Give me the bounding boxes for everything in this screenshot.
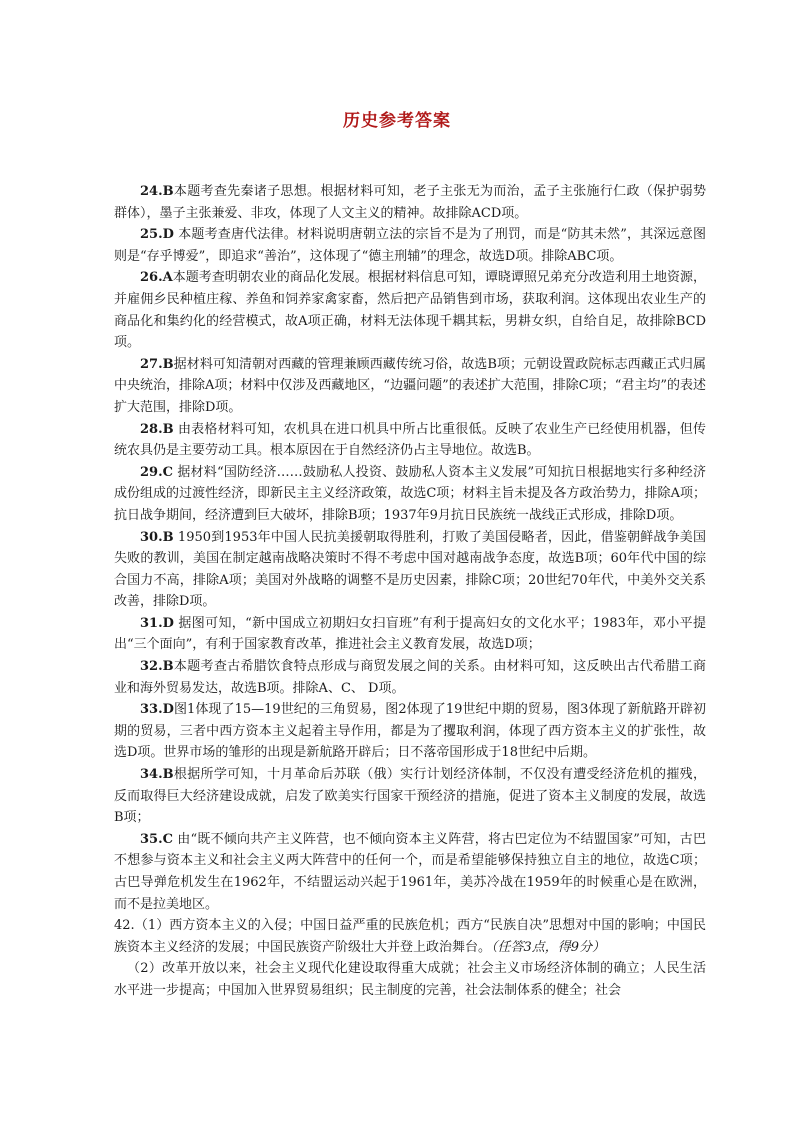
answer-item-42-part1 — [114, 915, 706, 958]
answer-item-35 — [114, 829, 706, 915]
answer-number: 28.B — [140, 421, 174, 437]
answer-item-31 — [114, 613, 706, 656]
answer-text: 由表格材料可知，农机具在进口机具中所占比重很低。反映了农业生产已经使用机器，但传统农具仍是主要劳动工具。根本原因在于自然经济仍占主导地位。故选B。 — [114, 421, 706, 459]
answer-number: 24.B — [140, 184, 174, 199]
answer-number: 33.D — [140, 702, 174, 718]
answer-item-29 — [114, 462, 706, 527]
answer-content — [114, 181, 706, 1002]
page-title: 历史参考答案 — [343, 111, 451, 131]
answer-item-27 — [114, 354, 706, 419]
answer-number: 26.A — [140, 270, 173, 286]
answer-number: 32.B — [140, 659, 174, 675]
answer-text: 图1体现了15—19世纪的三角贸易，图2体现了19世纪中期的贸易，图3体现了新航路开辟初期的贸易，三者中西方资本主义起着主导作用，都是为了攫取利润，体现了西方资本主义的扩张性，故选D项。世界市场的雏形的出现是新航路开辟后；日不落帝国形成于18世纪中后期。 — [114, 702, 706, 761]
answer-text: （2）改革开放以来，社会主义现代化建设取得重大成就；社会主义市场经济体制的确立；人民生活水平进一步提高；中国加入世界贸易组织；民主制度的完善，社会法制体系的健全；社会 — [114, 961, 706, 998]
answer-item-28 — [114, 419, 706, 462]
answer-text: 本题考查先秦诸子思想。根据材料可知，老子主张无为而治，孟子主张施行仁政（保护弱势群体），墨子主张兼爱、非攻，体现了人文主义的精神。故排除ACD项。 — [114, 184, 706, 221]
answer-item-34 — [114, 764, 706, 829]
answer-item-26 — [114, 267, 706, 353]
answer-number: 30.B — [140, 529, 174, 545]
answer-item-32 — [114, 656, 706, 699]
answer-item-33 — [114, 699, 706, 764]
answer-text: 本题考查唐代法律。材料说明唐朝立法的宗旨不是为了刑罚，而是“防其未然”，其深远意图则是“存乎博爱”，即追求“善治”，这体现了“德主刑辅”的理念，故选D项。排除ABC项。 — [114, 227, 706, 264]
answer-number: 31.D — [140, 615, 174, 631]
answer-text: 据图可知，“新中国成立初期妇女扫盲班”有利于提高妇女的文化水平；1983年，邓小平提出“三个面向”，有利于国家教育改革，推进社会主义教育发展，故选D项； — [114, 615, 706, 653]
answer-number: 29.C — [140, 464, 173, 480]
answer-text: 42.（1）西方资本主义的入侵；中国日益严重的民族危机；西方“民族自决”思想对中国的影响；中国民族资本主义经济的发展；中国民族资产阶级壮大并登上政治舞台。 — [114, 918, 706, 955]
answer-number: 34.B — [140, 767, 174, 783]
answer-number: 25.D — [140, 227, 174, 243]
answer-item-30 — [114, 527, 706, 613]
answer-item-42-part2 — [114, 958, 706, 1001]
scoring-note: （任答3点，得9分） — [491, 939, 606, 955]
answer-text: 据材料可知清朝对西藏的管理兼顾西藏传统习俗，故选B项；元朝设置政院标志西藏正式归属中央统治，排除A项；材料中仅涉及西藏地区，“边疆问题”的表述扩大范围，排除C项；“君主均”的表述扩大范围，排除D项。 — [114, 356, 706, 415]
answer-item-24 — [114, 181, 706, 224]
answer-text: 1950到1953年中国人民抗美援朝取得胜利，打败了美国侵略者，因此，借鉴朝鲜战争美国失败的教训，美国在制定越南战略决策时不得不考虑中国对越南战争态度，故选B项；60年代中国的综合国力不高，排除A项；美国对外战略的调整不是历史因素，排除C项；20世纪70年代，中美外交关系改善，排除D项。 — [114, 529, 706, 610]
answer-text: 本题考查古希腊饮食特点形成与商贸发展之间的关系。由材料可知，这反映出古代希腊工商业和海外贸易发达，故选B项。排除A、C、 D项。 — [114, 659, 706, 696]
answer-number: 35.C — [140, 831, 173, 847]
answer-number: 27.B — [140, 356, 174, 372]
answer-text: 由“既不倾向共产主义阵营，也不倾向资本主义阵营，将古巴定位为不结盟国家”可知，古巴不想参与资本主义和社会主义两大阵营中的任何一个，而是希望能够保持独立自主的地位，故选C项；古巴导弹危机发生在1962年，不结盟运动兴起于1961年，美苏冷战在1959年的时候重心是在欧洲，而不是拉美地区。 — [114, 831, 706, 912]
answer-text: 据材料“国防经济……鼓励私人投资、鼓励私人资本主义发展”可知抗日根据地实行多种经济成份组成的过渡性经济，即新民主主义经济政策，故选C项；材料主旨未提及各方政治势力，排除A项；抗日战争期间，经济遭到巨大破坏，排除B项；1937年9月抗日民族统一战线正式形成，排除D项。 — [114, 464, 706, 523]
answer-item-25 — [114, 224, 706, 267]
answer-text: 本题考查明朝农业的商品化发展。根据材料信息可知，谭晓谭照兄弟充分改造利用土地资源，并雇佣乡民种植庄稼、养鱼和饲养家禽家畜，然后把产品销售到市场，获取利润。这体现出农业生产的商品化和集约化的经营模式，故A项正确，材料无法体现千耦其耘，男耕女织，自给自足，故排除BCD项。 — [114, 270, 706, 351]
answer-text: 根据所学可知，十月革命后苏联（俄）实行计划经济体制，不仅没有遭受经济危机的摧残，反而取得巨大经济建设成就，启发了欧美实行国家干预经济的措施，促进了资本主义制度的发展，故选B项； — [114, 767, 706, 826]
